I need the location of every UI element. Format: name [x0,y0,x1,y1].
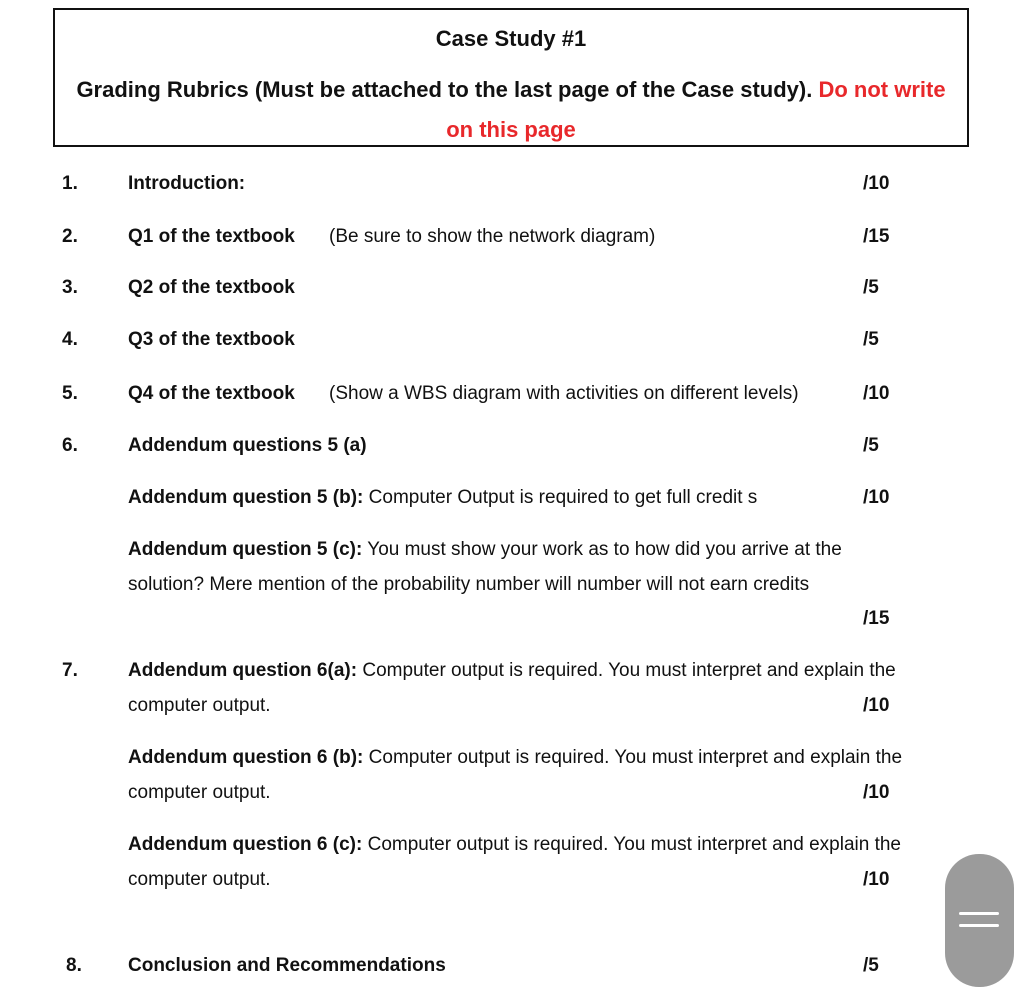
item-number: 8. [66,955,82,976]
addendum-6b-text: Computer output is required. You must interpret and explain the computer output. [128,747,903,803]
addendum-5b-label: Addendum question 5 (b): [128,487,364,508]
item-number: 5. [62,383,78,404]
addendum-6a [128,653,968,723]
item-note: (Be sure to show the network diagram) [329,226,656,247]
addendum-5c-text: You must show your work as to how did you arrive at the solution? Mere mention of the probability number will number will not earn credits [128,539,842,595]
addendum-5b-score: /10 [863,487,890,508]
rubric-title-text: Grading Rubrics (Must be attached to the last page of the Case study). [76,77,813,102]
item-score: /10 [863,383,890,404]
rubric-header-box [53,8,969,147]
item-number: 6. [62,435,78,456]
item-score: /5 [863,329,879,350]
addendum-5b-text: Computer Output is required to get full credit s [368,487,758,508]
item-label: Addendum questions 5 (a) [128,435,367,456]
item-label: Q3 of the textbook [128,329,295,350]
item-label: Q4 of the textbook [128,383,295,404]
addendum-5b [128,480,978,515]
item-number: 1. [62,173,78,194]
scroll-grip-line-top [959,912,999,915]
item-label: Introduction: [128,173,246,194]
item-number: 7. [62,660,78,681]
addendum-6a-score: /10 [863,695,890,716]
addendum-6c [128,827,938,897]
item-number: 4. [62,329,78,350]
conclusion-score: /5 [863,955,879,976]
item-score: /10 [863,173,890,194]
addendum-5c-score: /15 [863,608,890,629]
item-score: /5 [863,277,879,298]
addendum-6b-label: Addendum question 6 (b): [128,747,364,768]
item-score: /15 [863,226,890,247]
scroll-handle[interactable] [945,854,1014,987]
item-note: (Show a WBS diagram with activities on different levels) [329,383,799,404]
addendum-6c-label: Addendum question 6 (c): [128,834,363,855]
scroll-grip-line-bottom [959,924,999,927]
item-number: 3. [62,277,78,298]
addendum-6b [128,740,938,810]
addendum-6b-score: /10 [863,782,890,803]
item-label: Q2 of the textbook [128,277,295,298]
addendum-5c-label: Addendum question 5 (c): [128,539,363,560]
conclusion-label: Conclusion and Recommendations [128,955,446,976]
rubric-warning: Do not write on this page [446,77,946,142]
item-number: 2. [62,226,78,247]
addendum-6a-label: Addendum question 6(a): [128,660,358,681]
addendum-6c-text: Computer output is required. You must interpret and explain the computer output. [128,834,901,890]
rubric-title [75,70,947,150]
addendum-6c-score: /10 [863,869,890,890]
addendum-6a-text: Computer output is required. You must interpret and explain the computer output. [128,660,896,716]
item-score: /5 [863,435,879,456]
item-label: Q1 of the textbook [128,226,295,247]
case-title: Case Study #1 [435,26,587,51]
addendum-5c [128,532,908,602]
